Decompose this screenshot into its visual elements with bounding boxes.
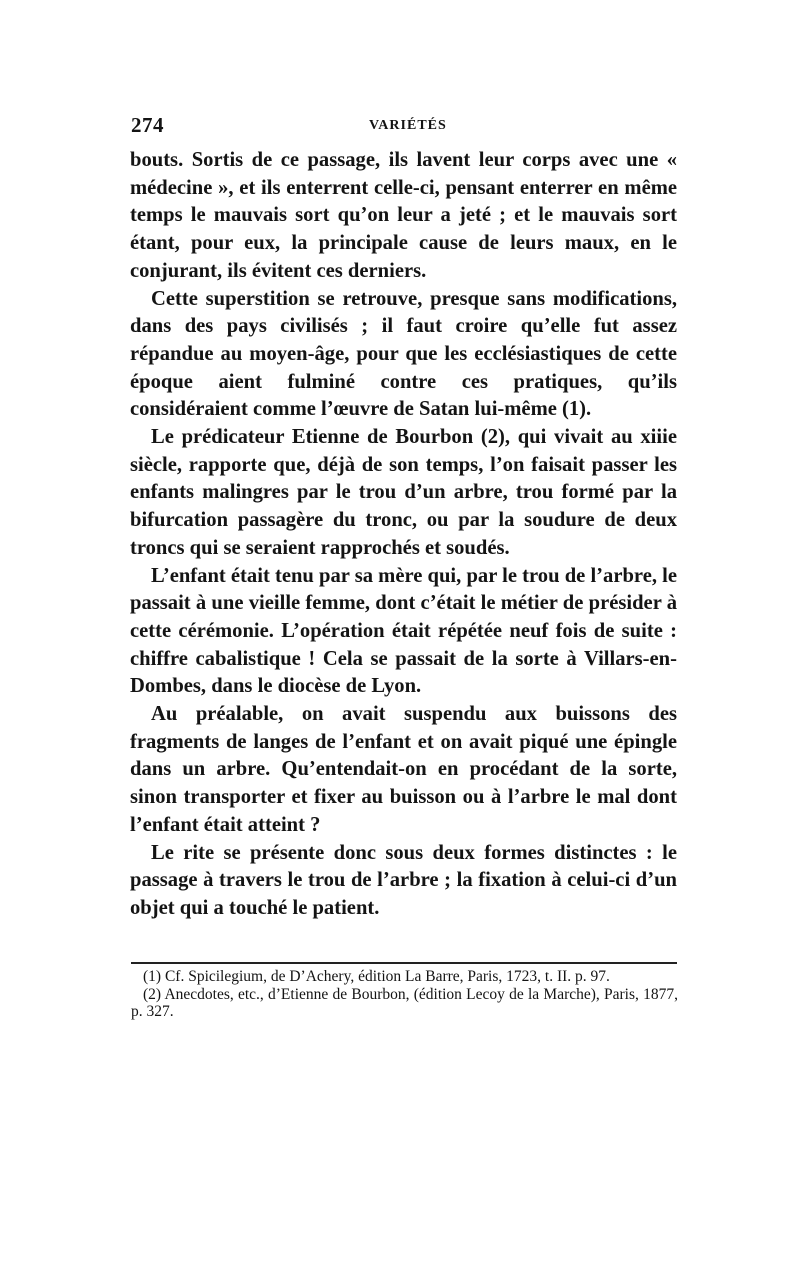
paragraph: Cette superstition se retrouve, presque sans modifications, dans des pays civilisés ; il faut croire qu’elle fut assez répandue au moyen-âge, pour que les ecclésiastiques de cette époque aient fulminé contre ces pratiques, qu’ils considéraient comme l’œuvre de Satan lui-même (1). bbox=[130, 287, 677, 421]
paragraph: bouts. Sortis de ce passage, ils lavent leur corps avec une « médecine », et ils enterrent celle-ci, pensant enterrer en même temps le mauvais sort qu’on leur a jeté ; et le mauvais sort étant, pour eux, la principale cause de leurs maux, en le conjurant, ils évitent ces derniers. bbox=[130, 149, 677, 282]
page-header bbox=[131, 113, 676, 139]
footnote-divider bbox=[131, 962, 677, 964]
page-number: 274 bbox=[131, 113, 164, 137]
footnote: (2) Anecdotes, etc., d’Etienne de Bourbon, (édition Lecoy de la Marche), Paris, 1877, p. 327. bbox=[131, 985, 678, 1020]
paragraph: Au préalable, on avait suspendu aux buissons des fragments de langes de l’enfant et on avait piqué une épingle dans un arbre. Qu’entendait-on en procédant de la sorte, sinon transporter et fixer au buisson ou à l’arbre le mal dont l’enfant était atteint ? bbox=[130, 703, 677, 836]
running-head: VARIÉTÉS bbox=[369, 118, 447, 133]
body-text bbox=[130, 147, 677, 923]
footnotes bbox=[131, 968, 678, 1021]
paragraph: L’enfant était tenu par sa mère qui, par le trou de l’arbre, le passait à une vieille femme, dont c’était le métier de présider à cette cérémonie. L’opération était répétée neuf fois de suite : chiffre cabalistique ! Cela se passait de la sorte à Villars-en-Dombes, dans le diocèse de Lyon. bbox=[130, 564, 677, 698]
paragraph: Le prédicateur Etienne de Bourbon (2), qui vivait au xiiie siècle, rapporte que, déjà de son temps, l’on faisait passer les enfants malingres par le trou d’un arbre, trou formé par la bifurcation passagère du tronc, ou par la soudure de deux troncs qui se seraient rapprochés et soudés. bbox=[130, 426, 677, 559]
paragraph: Le rite se présente donc sous deux formes distinctes : le passage à travers le trou de l’arbre ; la fixation à celui-ci d’un objet qui a touché le patient. bbox=[130, 841, 677, 919]
footnote: (1) Cf. Spicilegium, de D’Achery, édition La Barre, Paris, 1723, t. II. p. 97. bbox=[143, 968, 610, 985]
